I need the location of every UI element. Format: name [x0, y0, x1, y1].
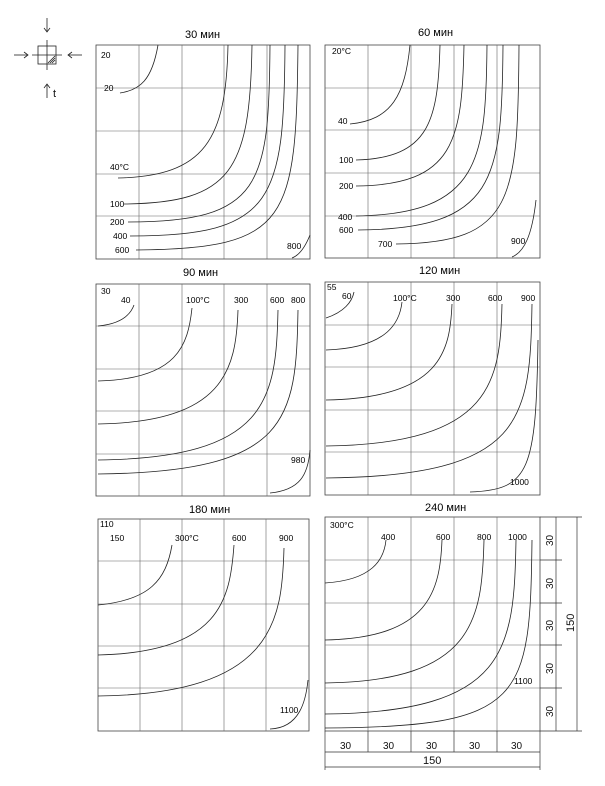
isotherm-label: 400 [381, 532, 396, 542]
isotherm [325, 540, 442, 640]
isotherm-label: 1100 [514, 676, 533, 686]
isotherm-label: 1100 [280, 705, 299, 715]
isotherm [325, 540, 484, 683]
dimension-label: 30 [469, 741, 481, 752]
isotherm [98, 310, 238, 424]
isotherm-label: 800 [291, 295, 306, 305]
isotherm-label: 600 [339, 225, 354, 235]
isotherm-label: 150 [110, 533, 125, 543]
isotherm-label: 20°C [332, 46, 351, 56]
isotherm-label: 55 [327, 282, 337, 292]
isotherm-label: 30 [101, 286, 111, 296]
dimension-label: 30 [511, 741, 523, 752]
dimension-label: 30 [545, 662, 556, 674]
isotherm [326, 302, 402, 350]
isotherm [98, 545, 234, 655]
isotherm [356, 45, 464, 186]
isotherm-label: 800 [287, 241, 302, 251]
legend-t-label: t [53, 88, 57, 100]
isotherm [326, 304, 452, 400]
isotherm-label: 400 [338, 212, 353, 222]
cross-section-legend-icon [14, 18, 82, 98]
isotherm [350, 45, 410, 124]
dimension-label: 30 [545, 577, 556, 589]
isotherm [98, 305, 134, 326]
dimension-total-label: 150 [423, 755, 442, 767]
isotherm-label: 900 [511, 236, 526, 246]
isotherm-label: 100°C [186, 295, 210, 305]
isotherm-label: 100 [110, 199, 125, 209]
isotherm-label: 400 [113, 231, 128, 241]
isotherm [124, 45, 252, 204]
isotherm-label: 20 [101, 50, 111, 60]
isotherm-label: 600 [436, 532, 451, 542]
isotherm-label: 1000 [510, 477, 529, 487]
panel-frame [325, 517, 540, 731]
isotherm [98, 308, 192, 381]
isotherm [98, 548, 284, 696]
isotherm-label: 300°C [175, 533, 199, 543]
isotherm [470, 340, 538, 492]
panel-frame [325, 45, 540, 258]
panel-title: 240 мин [425, 502, 467, 514]
isotherm [512, 200, 536, 257]
isotherm-label: 60 [342, 291, 352, 301]
isotherm-label: 300 [446, 293, 461, 303]
isotherm-label: 600 [488, 293, 503, 303]
panel-title: 120 мин [419, 265, 461, 277]
isotherm-label: 900 [521, 293, 536, 303]
panel-title: 30 мин [185, 29, 221, 41]
isotherm [356, 45, 440, 160]
isotherm [325, 540, 386, 583]
panel-120-min [325, 265, 540, 495]
isotherm-label: 980 [291, 455, 306, 465]
isotherm-label: 200 [339, 181, 354, 191]
dimension-label: 30 [545, 534, 556, 546]
isotherm-label: 40 [338, 116, 348, 126]
dimension-label: 30 [545, 705, 556, 717]
isotherm-label: 40°C [110, 162, 129, 172]
isotherm-label: 700 [378, 239, 393, 249]
isotherm [325, 540, 532, 728]
panel-240-min [325, 502, 540, 731]
panel-title: 90 мин [183, 267, 219, 279]
dimension-label: 30 [545, 619, 556, 631]
isotherm-label: 100 [339, 155, 354, 165]
isotherm [98, 545, 172, 605]
dimension-label: 30 [383, 741, 395, 752]
isotherm-label: 110 [100, 519, 114, 529]
isotherm-label: 1000 [508, 532, 527, 542]
panel-frame [325, 282, 540, 495]
isotherm-label: 20 [104, 83, 114, 93]
isotherm [98, 310, 298, 474]
isotherm-label: 600 [232, 533, 247, 543]
panel-title: 60 мин [418, 27, 454, 39]
panel-180-min [98, 504, 309, 731]
isotherm [128, 45, 270, 222]
isotherm-label: 900 [279, 533, 294, 543]
isotherm [396, 45, 519, 244]
isotherm [136, 45, 298, 250]
dimension-label: 30 [340, 741, 352, 752]
isotherm [130, 45, 285, 236]
panel-60-min [325, 27, 540, 258]
isotherm-label: 40 [121, 295, 131, 305]
isotherm-label: 200 [110, 217, 125, 227]
panel-frame [96, 45, 310, 259]
dimension-label: 30 [426, 741, 438, 752]
isotherm [118, 45, 228, 178]
panel-frame [98, 519, 309, 731]
isotherm-label: 100°C [393, 293, 417, 303]
isotherm-label: 600 [270, 295, 285, 305]
panel-title: 180 мин [189, 504, 231, 516]
isotherm [356, 45, 487, 216]
isotherm-label: 800 [477, 532, 492, 542]
isotherm-label: 300 [234, 295, 249, 305]
dimension-total-label: 150 [565, 613, 577, 632]
isotherm-label: 300°C [330, 520, 354, 530]
isotherm [358, 45, 503, 230]
panel-30-min [96, 29, 310, 259]
panel-90-min [96, 267, 310, 496]
isotherm [98, 310, 278, 460]
isotherm-label: 600 [115, 245, 130, 255]
